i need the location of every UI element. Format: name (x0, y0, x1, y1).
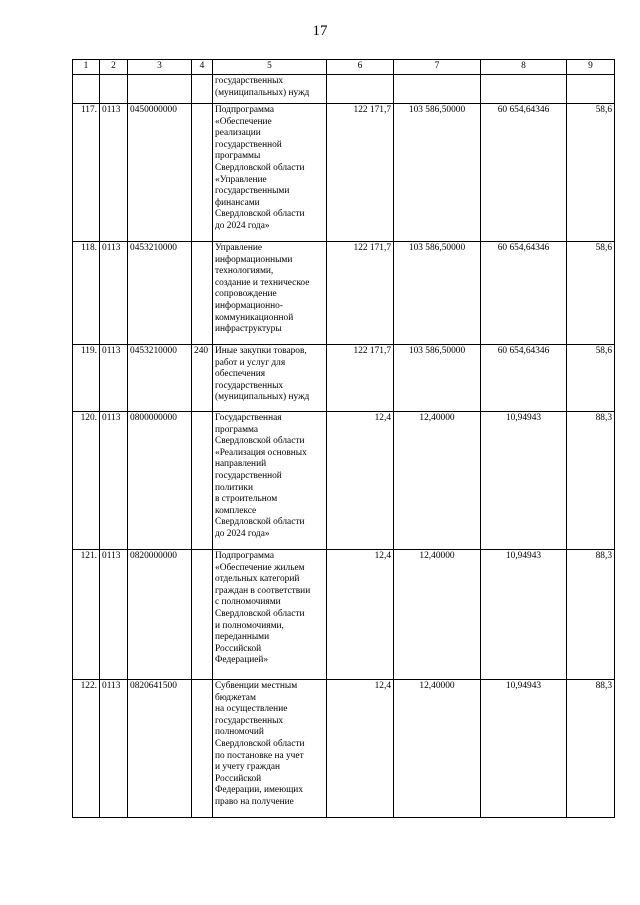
column-header: 6 (327, 60, 394, 75)
table-row (73, 412, 615, 550)
item-description: государственных (муниципальных) нужд (213, 75, 327, 104)
column-header: 3 (128, 60, 192, 75)
target-article-code: 0450000000 (128, 104, 192, 242)
column-header: 8 (481, 60, 567, 75)
value-col7: 103 586,50000 (394, 242, 481, 345)
table-header-row (73, 60, 615, 75)
table-row (73, 104, 615, 242)
value-col8: 10,94943 (481, 680, 567, 818)
column-header: 1 (73, 60, 100, 75)
target-article-code (128, 75, 192, 104)
section-code: 0113 (100, 412, 128, 550)
value-col6: 12,4 (327, 680, 394, 818)
column-header: 4 (192, 60, 213, 75)
percent-value: 58,6 (567, 242, 615, 345)
expense-type-code (192, 412, 213, 550)
row-number: 118. (73, 242, 100, 345)
target-article-code: 0820000000 (128, 550, 192, 680)
value-col6: 122 171,7 (327, 104, 394, 242)
item-description: Государственная программа Свердловской области «Реализация основных направлений государственной политики в строительном комплексе Свердловской области до 2024 года» (213, 412, 327, 550)
percent-value: 88,3 (567, 680, 615, 818)
value-col7 (394, 75, 481, 104)
value-col7: 12,40000 (394, 680, 481, 818)
expense-type-code (192, 242, 213, 345)
percent-value: 58,6 (567, 104, 615, 242)
value-col8: 60 654,64346 (481, 345, 567, 412)
expense-type-code (192, 550, 213, 680)
value-col6: 12,4 (327, 550, 394, 680)
page-number: 17 (312, 23, 328, 39)
section-code: 0113 (100, 680, 128, 818)
column-header: 7 (394, 60, 481, 75)
column-header: 2 (100, 60, 128, 75)
section-code: 0113 (100, 104, 128, 242)
section-code: 0113 (100, 345, 128, 412)
row-number: 119. (73, 345, 100, 412)
percent-value: 88,3 (567, 412, 615, 550)
table-row (73, 242, 615, 345)
expense-type-code (192, 680, 213, 818)
table-row (73, 75, 615, 104)
percent-value (567, 75, 615, 104)
item-description: Подпрограмма «Обеспечение реализации государственной программы Свердловской области «Управление государственными финансами Свердловской области до 2024 года» (213, 104, 327, 242)
value-col7: 12,40000 (394, 550, 481, 680)
table-row (73, 550, 615, 680)
value-col7: 103 586,50000 (394, 345, 481, 412)
target-article-code: 0800000000 (128, 412, 192, 550)
target-article-code: 0453210000 (128, 242, 192, 345)
row-number: 120. (73, 412, 100, 550)
table-row (73, 345, 615, 412)
expense-type-code (192, 75, 213, 104)
target-article-code: 0453210000 (128, 345, 192, 412)
value-col8: 60 654,64346 (481, 104, 567, 242)
row-number: 117. (73, 104, 100, 242)
percent-value: 58,6 (567, 345, 615, 412)
section-code: 0113 (100, 242, 128, 345)
value-col6: 12,4 (327, 412, 394, 550)
section-code: 0113 (100, 550, 128, 680)
column-header: 5 (213, 60, 327, 75)
item-description: Субвенции местным бюджетам на осуществление государственных полномочий Свердловской области по постановке на учет и учету граждан Российской Федерации, имеющих право на получение (213, 680, 327, 818)
percent-value: 88,3 (567, 550, 615, 680)
item-description: Управление информационными технологиями, создание и техническое сопровождение информационно- коммуникационной инфраструктуры (213, 242, 327, 345)
expense-type-code: 240 (192, 345, 213, 412)
column-header: 9 (567, 60, 615, 75)
budget-table (72, 59, 615, 818)
item-description: Подпрограмма «Обеспечение жильем отдельных категорий граждан в соответствии с полномочиями Свердловской области и полномочиями, переданными Российской Федерацией» (213, 550, 327, 680)
value-col8: 10,94943 (481, 412, 567, 550)
value-col8: 60 654,64346 (481, 242, 567, 345)
value-col8: 10,94943 (481, 550, 567, 680)
row-number: 121. (73, 550, 100, 680)
value-col6 (327, 75, 394, 104)
item-description: Иные закупки товаров, работ и услуг для обеспечения государственных (муниципальных) нужд (213, 345, 327, 412)
expense-type-code (192, 104, 213, 242)
value-col6: 122 171,7 (327, 345, 394, 412)
row-number (73, 75, 100, 104)
table-row (73, 680, 615, 818)
row-number: 122. (73, 680, 100, 818)
target-article-code: 0820641500 (128, 680, 192, 818)
value-col7: 12,40000 (394, 412, 481, 550)
value-col7: 103 586,50000 (394, 104, 481, 242)
value-col8 (481, 75, 567, 104)
value-col6: 122 171,7 (327, 242, 394, 345)
section-code (100, 75, 128, 104)
